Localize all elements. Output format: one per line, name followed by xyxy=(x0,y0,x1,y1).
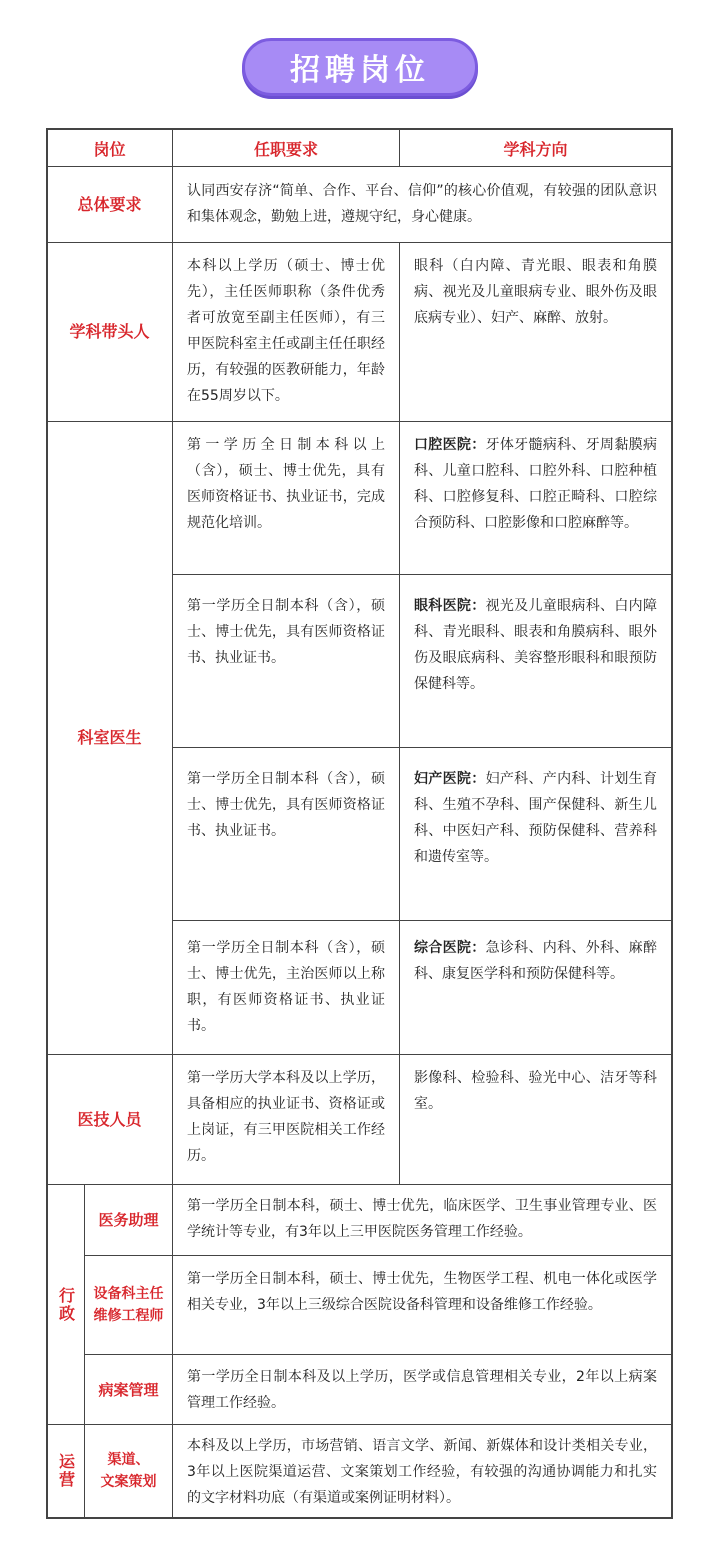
doctor-requirements: 第一学历全日制本科（含），硕士、博士优先，主治医师以上称职，有医师资格证书、执业证书。 xyxy=(187,940,385,1034)
hospital-name: 眼科医院： xyxy=(414,598,486,614)
doctor-label: 科室医生 xyxy=(77,728,142,747)
hospital-name: 口腔医院： xyxy=(414,437,486,453)
ops-role-label: 渠道、 文案策划 xyxy=(100,1452,157,1490)
doctor-requirements: 第一学历全日制本科以上（含），硕士、博士优先，具有医师资格证书、执业证书，完成规范化培训。 xyxy=(187,437,385,531)
ops-requirements: 本科及以上学历，市场营销、语言文学、新闻、新媒体和设计类相关专业，3年以上医院渠道运营、文案策划工作经验，有较强的沟通协调能力和扎实的文字材料功底（有渠道或案例证明材料）。 xyxy=(187,1438,657,1506)
table-border-bottom xyxy=(46,1517,673,1519)
department-list: 妇产科、产内科、计划生育科、生殖不孕科、围产保健科、新生儿科、中医妇产科、预防保健科、营养科和遗传室等。 xyxy=(414,771,657,865)
admin-role-label: 病案管理 xyxy=(98,1380,159,1399)
header-position: 岗位 xyxy=(93,139,126,159)
tech-discipline: 影像科、检验科、验光中心、洁牙等科室。 xyxy=(414,1070,657,1112)
general-text: 认同西安存济“简单、合作、平台、信仰”的核心价值观，有较强的团队意识和集体观念，勤勉上进，遵规守纪，身心健康。 xyxy=(187,183,657,225)
tech-label: 医技人员 xyxy=(77,1109,142,1129)
doctor-discipline xyxy=(400,422,671,574)
doctor-discipline xyxy=(400,748,671,920)
admin-role-label: 医务助理 xyxy=(98,1211,159,1229)
admin-role-requirements: 第一学历全日制本科，硕士、博士优先，临床医学、卫生事业管理专业、医学统计等专业，有3年以上三甲医院医务管理工作经验。 xyxy=(187,1198,657,1240)
hospital-name: 综合医院： xyxy=(414,940,486,956)
admin-group-label: 行政 xyxy=(56,1286,76,1323)
leader-requirements: 本科以上学历（硕士、博士优先），主任医师职称（条件优秀者可放宽至副主任医师），有三甲医院科室主任或副主任任职经历，有较强的医教研能力，年龄在55周岁以下。 xyxy=(187,258,385,404)
table-border-right xyxy=(671,128,673,1519)
admin-role-label: 设备科主任 维修工程师 xyxy=(93,1286,164,1324)
general-label: 总体要求 xyxy=(77,194,142,214)
admin-role-requirements: 第一学历全日制本科及以上学历，医学或信息管理相关专业，2年以上病案管理工作经验。 xyxy=(187,1369,657,1411)
doctor-requirements: 第一学历全日制本科（含），硕士、博士优先，具有医师资格证书、执业证书。 xyxy=(187,598,385,666)
doctor-requirements: 第一学历全日制本科（含），硕士、博士优先，具有医师资格证书、执业证书。 xyxy=(187,771,385,839)
header-discipline: 学科方向 xyxy=(503,139,568,159)
department-list: 牙体牙髓病科、牙周黏膜病科、儿童口腔科、口腔外科、口腔种植科、口腔修复科、口腔正畸科、口腔综合预防科、口腔影像和口腔麻醉等。 xyxy=(414,437,657,531)
header-requirements: 任职要求 xyxy=(253,139,318,159)
department-list: 视光及儿童眼病科、白内障科、青光眼科、眼表和角膜病科、眼外伤及眼底病科、美容整形眼科和眼预防保健科等。 xyxy=(414,598,657,692)
leader-label: 学科带头人 xyxy=(69,322,150,341)
ops-group-label: 运营 xyxy=(56,1453,76,1489)
admin-role-requirements: 第一学历全日制本科，硕士、博士优先，生物医学工程、机电一体化或医学相关专业，3年以上三级综合医院设备科管理和设备维修工作经验。 xyxy=(187,1271,657,1313)
leader-discipline: 眼科（白内障、青光眼、眼表和角膜病、视光及儿童眼病专业、眼外伤及眼底病专业）、妇产、麻醉、放射。 xyxy=(414,258,657,326)
department-list: 急诊科、内科、外科、麻醉科、康复医学科和预防保健科等。 xyxy=(414,940,657,982)
doctor-discipline xyxy=(400,575,671,747)
tech-requirements: 第一学历大学本科及以上学历，具备相应的执业证书、资格证或上岗证，有三甲医院相关工作经历。 xyxy=(187,1070,385,1164)
hospital-name: 妇产医院： xyxy=(414,771,486,787)
page-title: 招聘岗位 xyxy=(242,38,478,96)
doctor-discipline xyxy=(400,921,671,1054)
